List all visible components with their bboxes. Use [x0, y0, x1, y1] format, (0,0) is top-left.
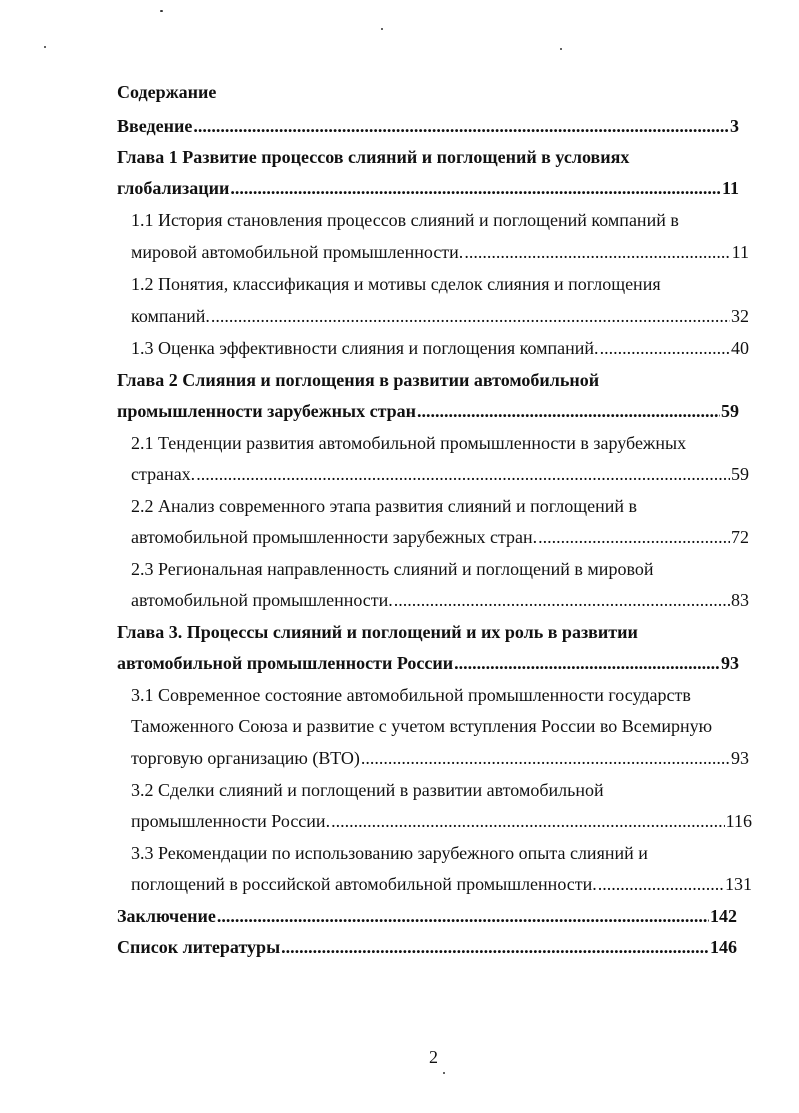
toc-leader-dots [217, 904, 709, 928]
toc-entry-page: 3 [730, 116, 739, 136]
toc-leader-dots [230, 176, 721, 200]
toc-entry-page: 59 [731, 464, 749, 484]
toc-entry-text: промышленности России. [131, 811, 331, 831]
toc-entry-text: странах. [131, 464, 196, 484]
scan-speck [44, 46, 46, 48]
toc-leader-dots [281, 935, 709, 959]
toc-leader-dots [454, 651, 720, 675]
toc-entry-page: 11 [731, 242, 749, 262]
scan-speck [443, 1072, 445, 1074]
toc-section-3-1-line-2: Таможенного Союза и развитие с учетом вступления России во Всемирную [131, 716, 713, 736]
toc-leader-dots [193, 114, 729, 138]
toc-entry-page: 32 [731, 306, 749, 326]
toc-entry-text: компаний. [131, 306, 210, 326]
scan-speck [560, 48, 562, 50]
toc-entry-text: Заключение [117, 906, 216, 926]
toc-section-2-2-line-2 [131, 525, 749, 549]
toc-entry-text: Список литературы [117, 937, 281, 957]
toc-section-3-3-line-2 [131, 872, 752, 896]
toc-chapter-2-line-2 [117, 399, 739, 423]
scan-speck [160, 10, 163, 12]
toc-leader-dots [331, 809, 725, 833]
toc-entry-text: глобализации [117, 178, 230, 198]
toc-section-1-2-line-1: 1.2 Понятия, классификация и мотивы сделок слияния и поглощения [131, 274, 661, 294]
toc-entry-text: Введение [117, 116, 193, 136]
toc-entry-page: 11 [721, 178, 739, 198]
toc-leader-dots [211, 304, 730, 328]
toc-entry-text: промышленности зарубежных стран [117, 401, 417, 421]
toc-chapter-1-line-2 [117, 176, 739, 200]
toc-entry-page: 146 [710, 937, 737, 957]
toc-entry-page: 40 [731, 338, 749, 358]
toc-entry-page: 83 [731, 590, 749, 610]
toc-section-1-1-line-1: 1.1 История становления процессов слияний и поглощений компаний в [131, 210, 679, 230]
toc-section-3-3-line-1: 3.3 Рекомендации по использованию зарубежного опыта слияний и [131, 843, 648, 863]
toc-chapter-3-line-1: Глава 3. Процессы слияний и поглощений и их роль в развитии [117, 622, 638, 642]
toc-chapter-3-line-2 [117, 651, 739, 675]
page-number: 2 [429, 1047, 438, 1067]
toc-section-3-2-line-1: 3.2 Сделки слияний и поглощений в развитии автомобильной [131, 780, 604, 800]
toc-entry-page: 131 [725, 874, 752, 894]
scan-speck [381, 28, 383, 30]
toc-section-1-3 [131, 336, 749, 360]
toc-leader-dots [600, 336, 730, 360]
toc-entry-page: 93 [731, 748, 749, 768]
toc-section-3-2-line-2 [131, 809, 752, 833]
toc-leader-dots [538, 525, 730, 549]
toc-entry-text: мировой автомобильной промышленности. [131, 242, 464, 262]
toc-chapter-2-line-1: Глава 2 Слияния и поглощения в развитии автомобильной [117, 370, 600, 390]
toc-leader-dots [598, 872, 724, 896]
contents-title: Содержание [117, 82, 217, 102]
toc-entry-conclusion [117, 904, 737, 928]
toc-leader-dots [394, 588, 730, 612]
toc-entry-page: 59 [721, 401, 739, 421]
toc-entry-text: автомобильной промышленности. [131, 590, 393, 610]
toc-section-2-3-line-1: 2.3 Региональная направленность слияний и поглощений в мировой [131, 559, 654, 579]
toc-entry-text: 1.3 Оценка эффективности слияния и поглощения компаний. [131, 338, 599, 358]
toc-entry-page: 116 [725, 811, 752, 831]
toc-entry-text: автомобильной промышленности России [117, 653, 454, 673]
toc-entry-text: поглощений в российской автомобильной промышленности. [131, 874, 597, 894]
toc-entry-page: 72 [731, 527, 749, 547]
toc-section-3-1-line-3 [131, 746, 749, 770]
toc-leader-dots [196, 462, 730, 486]
toc-section-1-2-line-2 [131, 304, 749, 328]
toc-chapter-1-line-1: Глава 1 Развитие процессов слияний и поглощений в условиях [117, 147, 630, 167]
toc-entry-page: 93 [721, 653, 739, 673]
toc-entry-text: торговую организацию (ВТО) [131, 748, 360, 768]
toc-section-2-1-line-2 [131, 462, 749, 486]
toc-entry-introduction [117, 114, 739, 138]
toc-section-2-2-line-1: 2.2 Анализ современного этапа развития слияний и поглощений в [131, 496, 638, 516]
toc-leader-dots [464, 240, 730, 264]
toc-leader-dots [417, 399, 720, 423]
toc-entry-bibliography [117, 935, 737, 959]
toc-section-2-3-line-2 [131, 588, 749, 612]
toc-entry-page: 142 [710, 906, 737, 926]
toc-leader-dots [361, 746, 730, 770]
toc-section-2-1-line-1: 2.1 Тенденции развития автомобильной промышленности в зарубежных [131, 433, 687, 453]
toc-section-1-1-line-2 [131, 240, 749, 264]
toc-section-3-1-line-1: 3.1 Современное состояние автомобильной промышленности государств [131, 685, 691, 705]
toc-entry-text: автомобильной промышленности зарубежных стран. [131, 527, 538, 547]
